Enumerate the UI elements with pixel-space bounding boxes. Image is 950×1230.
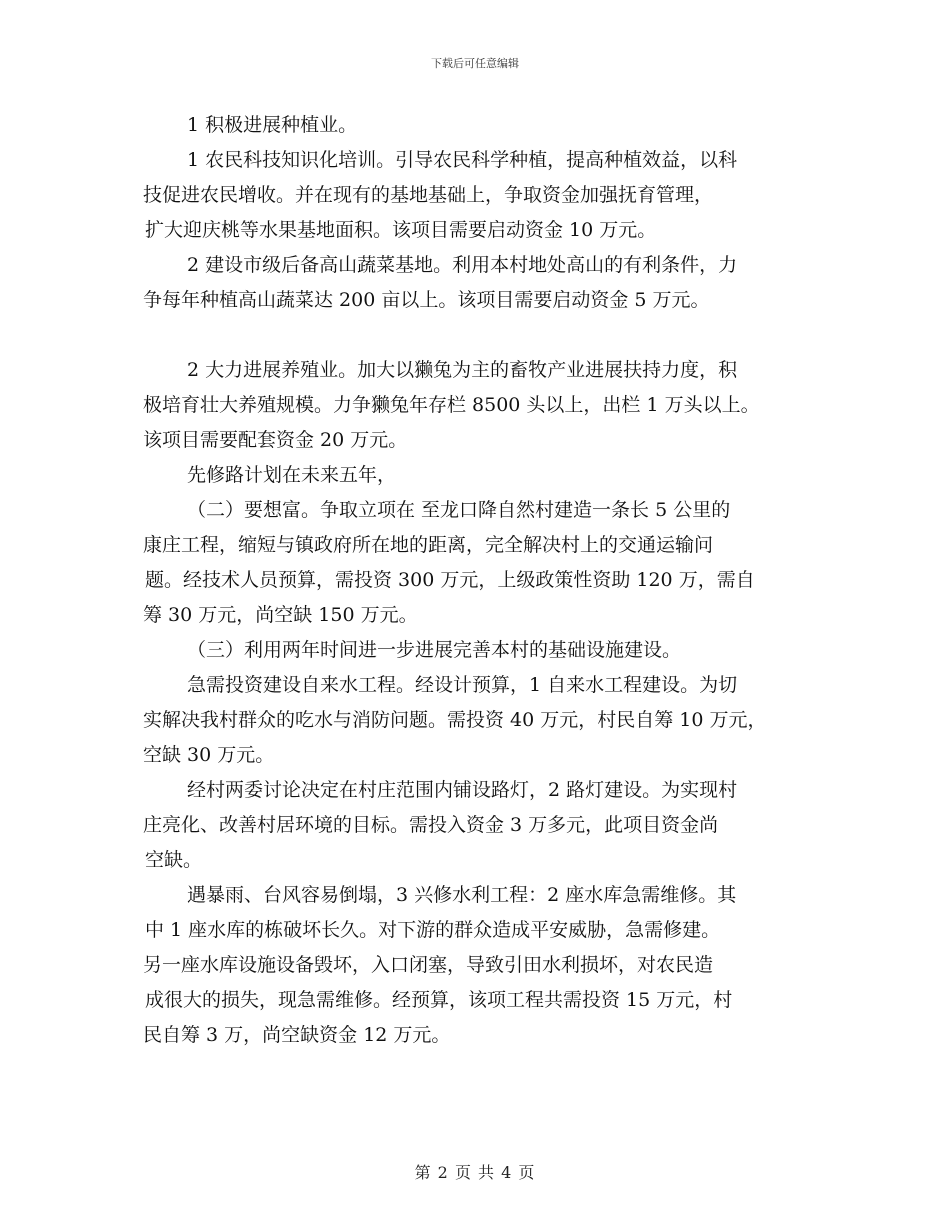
paragraph-line: 经村两委讨论决定在村庄范围内铺设路灯，2 路灯建设。为实现村: [187, 779, 738, 801]
paragraph-line: 扩大迎庆桃等水果基地面积。该项目需要启动资金 10 万元。: [145, 219, 657, 241]
page-header: 下载后可任意编辑: [431, 57, 519, 70]
paragraph-line: 该项目需要配套资金 20 万元。: [143, 429, 408, 451]
paragraph-line: 争每年种植高山蔬菜达 200 亩以上。该项目需要启动资金 5 万元。: [143, 289, 710, 311]
paragraph-line: 实解决我村群众的吃水与消防问题。需投资 40 万元，村民自筹 10 万元，: [143, 709, 767, 731]
paragraph-line: 急需投资建设自来水工程。经设计预算，1 自来水工程建设。为切: [187, 674, 738, 696]
page-number: 第 2 页 共 4 页: [414, 1163, 536, 1182]
paragraph-line: 极培育壮大养殖规模。力争獭兔年存栏 8500 头以上，出栏 1 万头以上。: [143, 394, 760, 416]
paragraph-line: 空缺 30 万元。: [143, 744, 275, 766]
document-body: [143, 108, 823, 1053]
paragraph-line: 1 农民科技知识化培训。引导农民科学种植，提高种植效益，以科: [187, 149, 738, 171]
paragraph-line: 题。经技术人员预算，需投资 300 万元，上级政策性资助 120 万，需自: [145, 569, 755, 591]
paragraph-line: 2 大力进展养殖业。加大以獭兔为主的畜牧产业进展扶持力度，积: [187, 359, 738, 381]
paragraph-line: 技促进农民增收。并在现有的基地基础上，争取资金加强抚育管理，: [143, 184, 714, 206]
paragraph-line: （三）利用两年时间进一步进展完善本村的基础设施建设。: [187, 639, 682, 661]
paragraph-line: 2 建设市级后备高山蔬菜基地。利用本村地处高山的有利条件，力: [187, 254, 738, 276]
paragraph-line: 成很大的损失，现急需维修。经预算，该项工程共需投资 15 万元，村: [145, 989, 733, 1011]
paragraph-line: 先修路计划在未来五年，: [187, 464, 397, 486]
blank-line: [143, 318, 823, 353]
paragraph-line: 另一座水库设施设备毁坏，入口闭塞，导致引田水利损坏，对农民造: [143, 954, 714, 976]
paragraph-line: 庄亮化、改善村居环境的目标。需投入资金 3 万多元，此项目资金尚: [143, 814, 719, 836]
paragraph-line: 遇暴雨、台风容易倒塌，3 兴修水利工程：2 座水库急需维修。其: [187, 884, 737, 906]
paragraph-line: （二）要想富。争取立项在 至龙口降自然村建造一条长 5 公里的: [187, 499, 731, 521]
paragraph-line: 民自筹 3 万，尚空缺资金 12 万元。: [143, 1024, 451, 1046]
paragraph-line: 中 1 座水库的栋破坏长久。对下游的群众造成平安威胁，急需修建。: [145, 919, 721, 941]
paragraph-line: 康庄工程，缩短与镇政府所在地的距离，完全解决村上的交通运输问: [143, 534, 714, 556]
paragraph-line: 空缺。: [145, 849, 203, 871]
paragraph-line: 1 积极进展种植业。: [187, 114, 358, 136]
paragraph-line: 筹 30 万元，尚空缺 150 万元。: [143, 604, 418, 626]
